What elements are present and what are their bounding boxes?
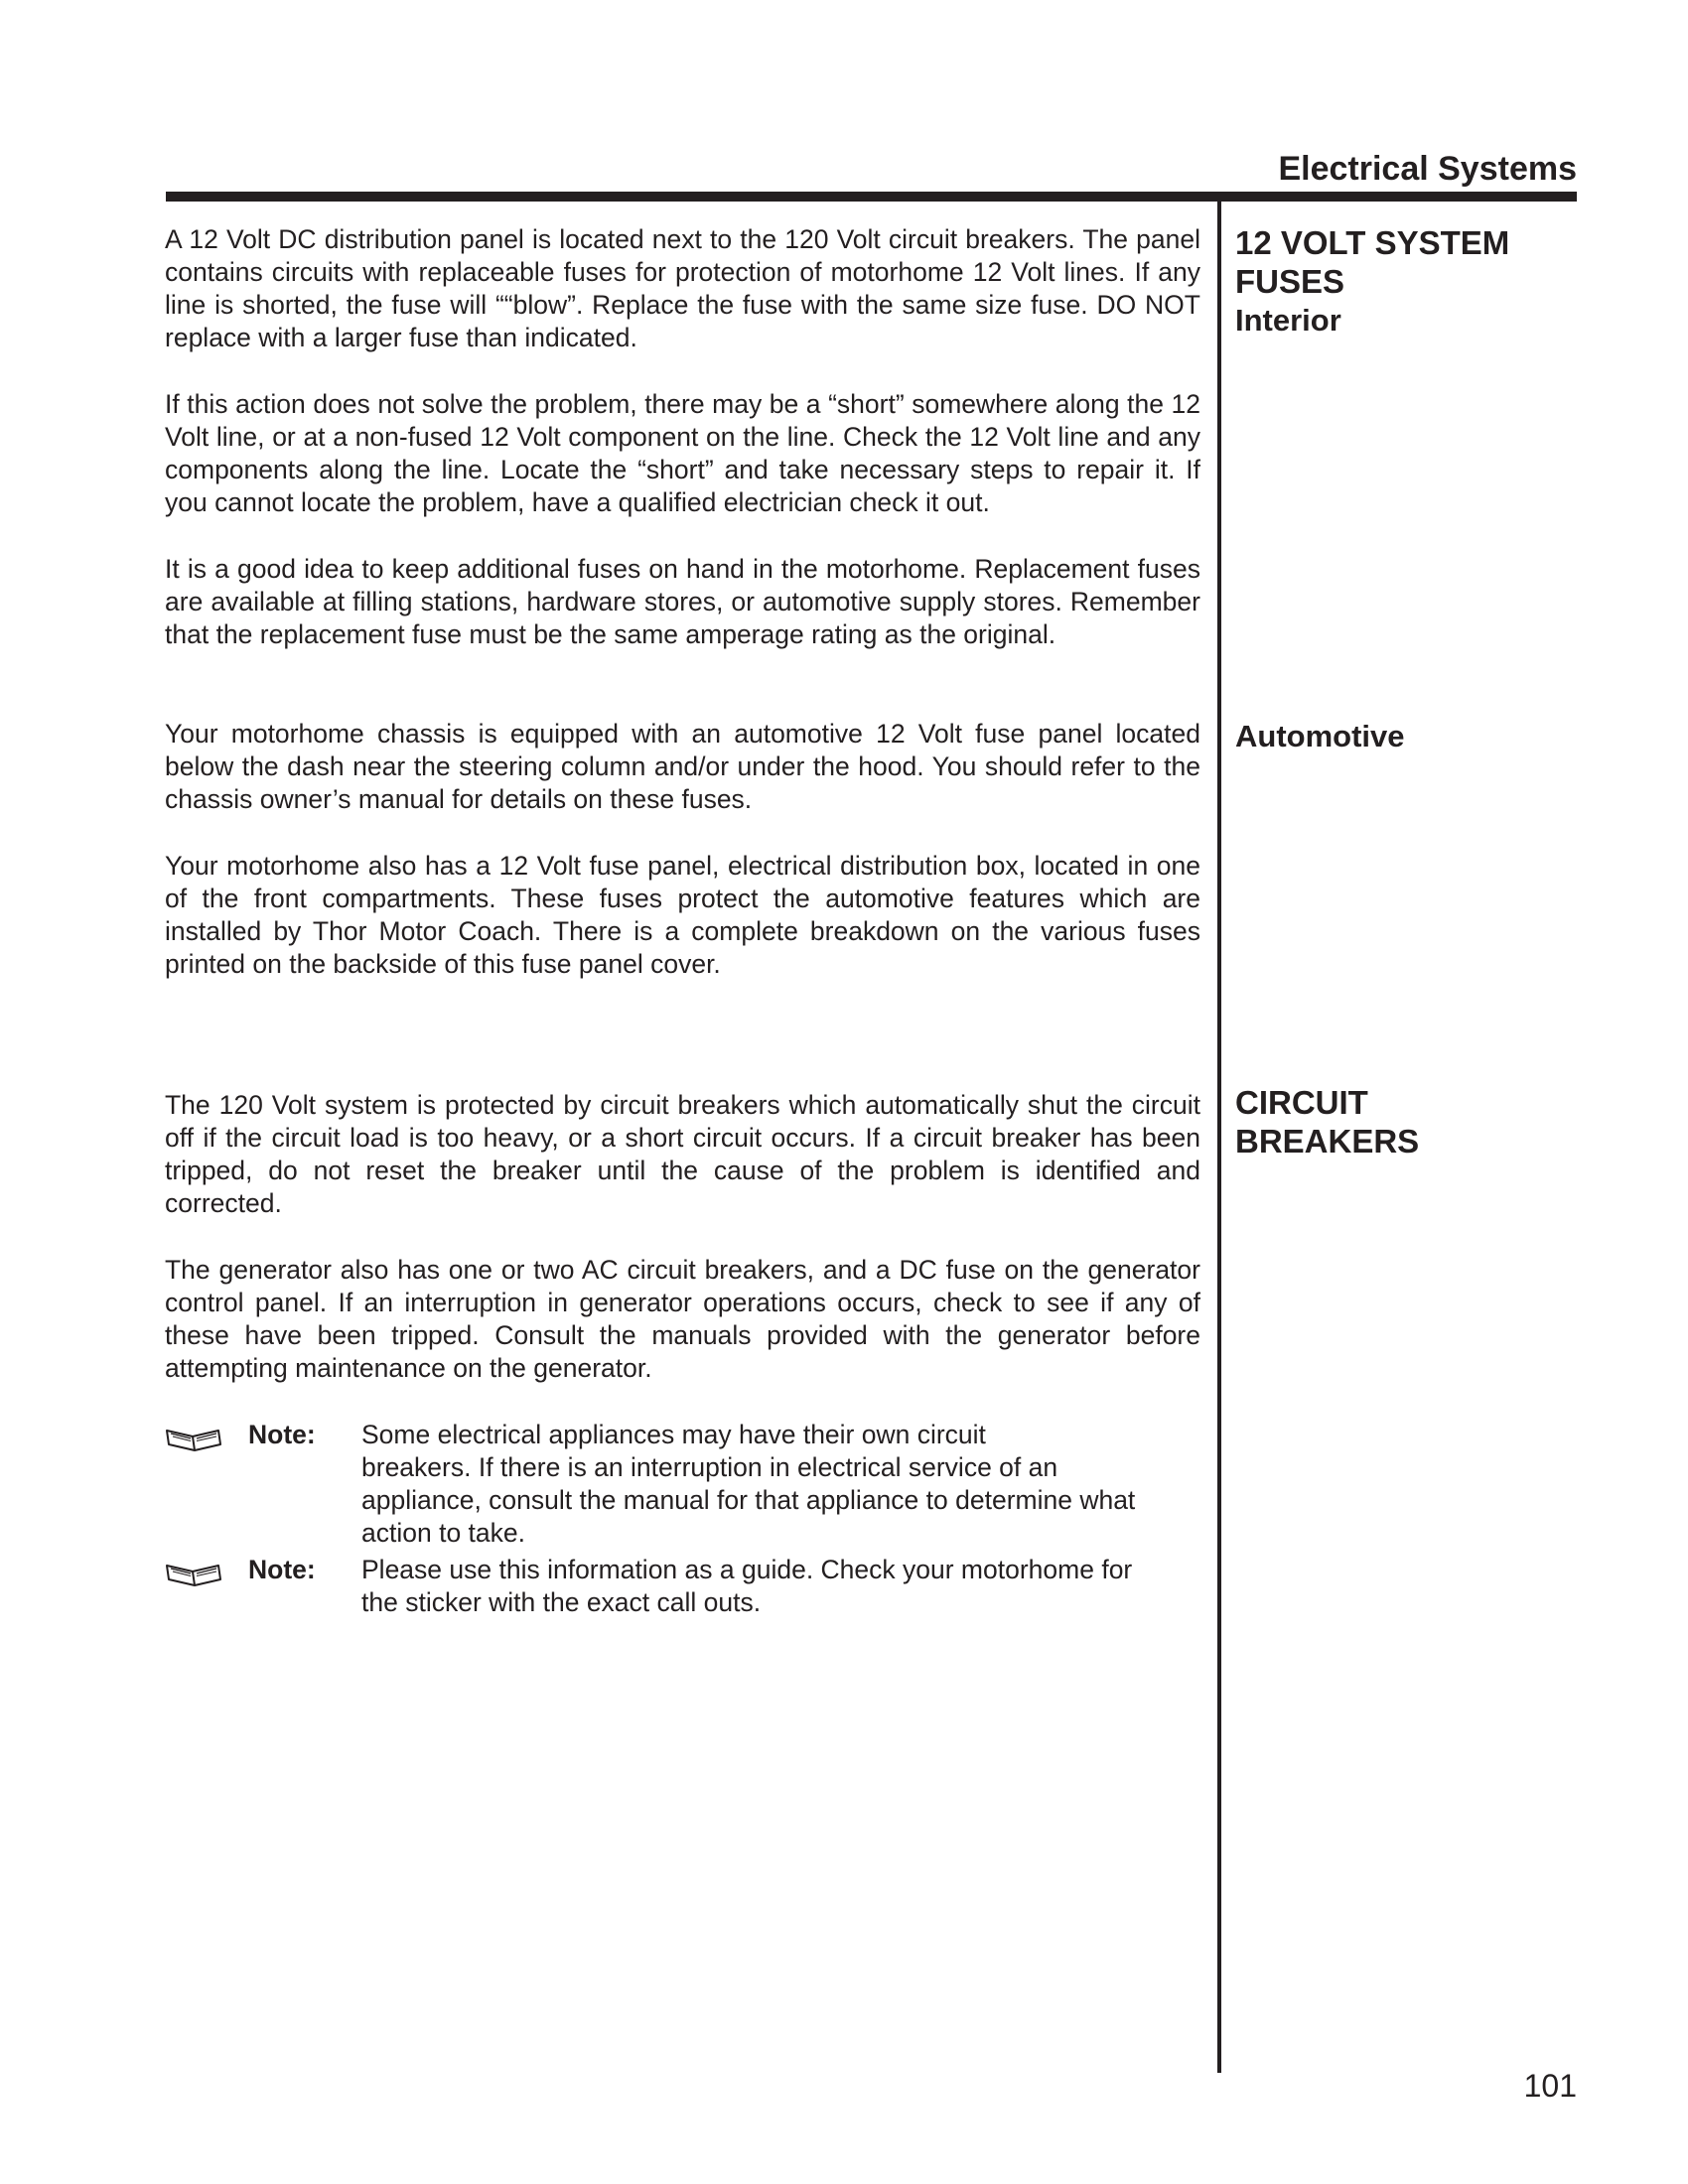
- sidebar-heading-12v-fuses: [1235, 223, 1563, 340]
- note-label: Note:: [248, 1420, 316, 1449]
- header-rule: [166, 192, 1577, 202]
- note-line: action to take.: [361, 1518, 525, 1548]
- note-guide-sticker: [165, 1554, 1217, 1623]
- sidebar-subheading-interior: Interior: [1235, 303, 1341, 338]
- note-line: appliance, consult the manual for that appliance to determine what: [361, 1485, 1136, 1515]
- note-line: Some electrical appliances may have their own circuit: [361, 1420, 986, 1449]
- sidebar-subheading-automotive: Automotive: [1235, 719, 1405, 753]
- paragraph-short-troubleshooting: If this action does not solve the problem, there may be a “short” somewhere along the 12 Volt line, or at a non-fused 12 Volt component on the line. Check the 12 Volt line and any components along the line. Locate the “short” and take necessary steps to repair it. If you cannot locate the problem, have a qualified electrician check it out.: [165, 389, 1200, 517]
- paragraph-distribution-box: Your motorhome also has a 12 Volt fuse panel, electrical distribution box, located in one of the front compartments. These fuses protect the automotive features which are installed by Thor Motor Coach. There is a complete breakdown on the various fuses printed on the backside of this fuse panel cover.: [165, 851, 1200, 979]
- paragraph-chassis-fuses: Your motorhome chassis is equipped with an automotive 12 Volt fuse panel located below the dash near the steering column and/or under the hood. You should refer to the chassis owner’s manual for details on these fuses.: [165, 719, 1200, 814]
- sidebar-heading-12v-line2: FUSES: [1235, 263, 1345, 300]
- note-text: [361, 1419, 1176, 1550]
- open-book-icon: [165, 1423, 224, 1452]
- sidebar-heading-12v-line1: 12 VOLT SYSTEM: [1235, 224, 1510, 261]
- open-book-icon: [165, 1558, 224, 1587]
- note-appliance-breakers: [165, 1419, 1217, 1550]
- note-text: [361, 1554, 1176, 1619]
- paragraph-circuit-breakers: The 120 Volt system is protected by circuit breakers which automatically shut the circuit off if the circuit load is too heavy, or a short circuit occurs. If a circuit breaker has been tripped, do not reset the breaker until the cause of the problem is identified and corrected.: [165, 1090, 1200, 1218]
- paragraph-generator-breakers: The generator also has one or two AC circuit breakers, and a DC fuse on the generator control panel. If an interruption in generator operations occurs, check to see if any of these have been tripped. Consult the manuals provided with the generator before attempting maintenance on the generator.: [165, 1255, 1200, 1383]
- sidebar-heading-breakers-line2: BREAKERS: [1235, 1123, 1420, 1160]
- paragraph-12v-panel: A 12 Volt DC distribution panel is located next to the 120 Volt circuit breakers. The panel contains circuits with replaceable fuses for protection of motorhome 12 Volt lines. If any line is shorted, the fuse will ““blow”. Replace the fuse with the same size fuse. DO NOT replace with a larger fuse than indicated.: [165, 224, 1200, 352]
- column-divider: [1217, 202, 1221, 2073]
- note-line: the sticker with the exact call outs.: [361, 1587, 762, 1617]
- note-label: Note:: [248, 1555, 316, 1584]
- paragraph-spare-fuses: It is a good idea to keep additional fuses on hand in the motorhome. Replacement fuses are available at filling stations, hardware stores, or automotive supply stores. Remember that the replacement fuse must be the same amperage rating as the original.: [165, 554, 1200, 649]
- sidebar-heading-circuit-breakers: [1235, 1083, 1563, 1160]
- note-line: breakers. If there is an interruption in electrical service of an: [361, 1452, 1058, 1482]
- page-number: 101: [1523, 2068, 1577, 2104]
- note-line: Please use this information as a guide. Check your motorhome for: [361, 1555, 1133, 1584]
- sidebar-heading-breakers-line1: CIRCUIT: [1235, 1084, 1368, 1121]
- section-title: Electrical Systems: [1278, 150, 1577, 188]
